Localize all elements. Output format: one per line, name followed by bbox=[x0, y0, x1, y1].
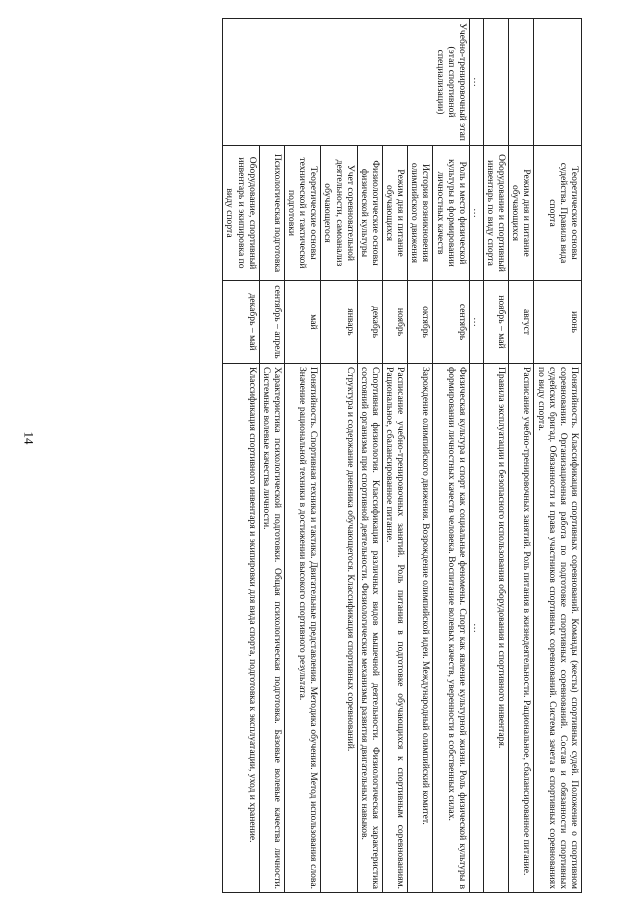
page-number: 14 bbox=[21, 431, 37, 445]
period-cell: декабрь bbox=[357, 281, 382, 364]
table-row bbox=[534, 19, 582, 893]
topic-cell: История возникновения олимпийского движения bbox=[408, 146, 433, 281]
topic-cell: Режим дня и питание обучающихся bbox=[509, 146, 534, 281]
content-cell: Понятийность. Спортивная техника и тактика. Двигательные представления. Методика обучения. Метод использования слова. Значение рациональной техники в достижении высокого спортивного результата. bbox=[285, 364, 321, 893]
stage-cell bbox=[534, 19, 582, 146]
topic-cell: Роль и место физической культуры в формировании личностных качеств bbox=[433, 146, 469, 281]
ellipsis-cell: … bbox=[469, 364, 483, 893]
stage-cell bbox=[509, 19, 534, 146]
period-cell: сентябрь bbox=[433, 281, 469, 364]
period-cell: сентябрь – апрель bbox=[259, 281, 284, 364]
content-cell: Физическая культура и спорт как социальные феномены. Спорт как явление культурной жизни. Роль физической культуры в формировании личностных качеств человека. Воспитание волевых качеств, уверенности в собственных силах. bbox=[433, 364, 469, 893]
ellipsis-cell: … bbox=[469, 281, 483, 364]
period-cell: май bbox=[285, 281, 321, 364]
ellipsis-cell: … bbox=[469, 19, 483, 146]
table-row bbox=[321, 19, 357, 893]
topic-cell: Теоретические основы технической и тактической подготовки bbox=[285, 146, 321, 281]
topic-cell: Оборудование и спортивный инвентарь по виду спорта bbox=[484, 146, 509, 281]
period-cell: июнь bbox=[534, 281, 582, 364]
table-row bbox=[357, 19, 382, 893]
content-cell: Расписание учебно-тренировочных занятий. Роль питания в подготовке обучающихся к спортивным соревнованиям. Рациональное, сбалансированное питание. bbox=[383, 364, 408, 893]
table-row bbox=[223, 19, 259, 893]
table-row bbox=[509, 19, 534, 893]
table-row bbox=[259, 19, 284, 893]
topic-cell: Учет соревновательной деятельности, самоанализ обучающегося bbox=[321, 146, 357, 281]
content-cell: Спортивная физиология. Классификация различных видов мышечной деятельности. Физиологическая характеристика состояний организма при спортивной деятельности. Физиологические механизмы развития двигательных навыков. bbox=[357, 364, 382, 893]
stage-label-cell: Учебно-тренировочный этап (этап спортивной специализации) bbox=[223, 19, 470, 146]
content-cell: Расписание учебно-тренировочных занятий. Роль питания в жизнедеятельности. Рациональное, сбалансированное питание. bbox=[509, 364, 534, 893]
topic-cell: Физиологические основы физической культуры bbox=[357, 146, 382, 281]
topic-cell: Теоретические основы судейства. Правила вида спорта bbox=[534, 146, 582, 281]
period-cell: ноябрь – май bbox=[484, 281, 509, 364]
table-row bbox=[383, 19, 408, 893]
topic-cell: Оборудование, спортивный инвентарь и экипировка по виду спорта bbox=[223, 146, 259, 281]
ellipsis-row bbox=[469, 19, 483, 893]
content-cell: Правила эксплуатации и безопасного использования оборудования и спортивного инвентаря. bbox=[484, 364, 509, 893]
period-cell: январь bbox=[321, 281, 357, 364]
content-cell: Характеристика психологической подготовки. Общая психологическая подготовка. Базовые волевые качества личности. Системные волевые качества личности. bbox=[259, 364, 284, 893]
table-row bbox=[285, 19, 321, 893]
content-cell: Понятийность. Классификация спортивных соревнований. Команды (жесты) спортивных судей. Положение о спортивном соревновании. Организационная работа по подготовке спортивных соревнований. Состав и обязанности спортивных судейских бригад. Обязанности и права участников спортивных соревнований. Система зачета в спортивных соревнованиях по виду спорта. bbox=[534, 364, 582, 893]
table-row bbox=[408, 19, 433, 893]
period-cell: декабрь – май bbox=[223, 281, 259, 364]
program-table bbox=[222, 18, 582, 893]
period-cell: октябрь bbox=[408, 281, 433, 364]
period-cell: ноябрь bbox=[383, 281, 408, 364]
period-cell: август bbox=[509, 281, 534, 364]
topic-cell: Психологическая подготовка bbox=[259, 146, 284, 281]
content-cell: Зарождение олимпийского движения. Возрождение олимпийской идеи. Международный олимпийский комитет. bbox=[408, 364, 433, 893]
table-row bbox=[433, 19, 469, 893]
stage-cell bbox=[484, 19, 509, 146]
ellipsis-cell: … bbox=[469, 146, 483, 281]
content-cell: Структура и содержание дневника обучающегося. Классификация спортивных соревнований. bbox=[321, 364, 357, 893]
topic-cell: Режим дня и питание обучающихся bbox=[383, 146, 408, 281]
table-row bbox=[484, 19, 509, 893]
content-cell: Классификация спортивного инвентаря и экипировки для вида спорта, подготовка к эксплуатации, уход и хранение. bbox=[223, 364, 259, 893]
